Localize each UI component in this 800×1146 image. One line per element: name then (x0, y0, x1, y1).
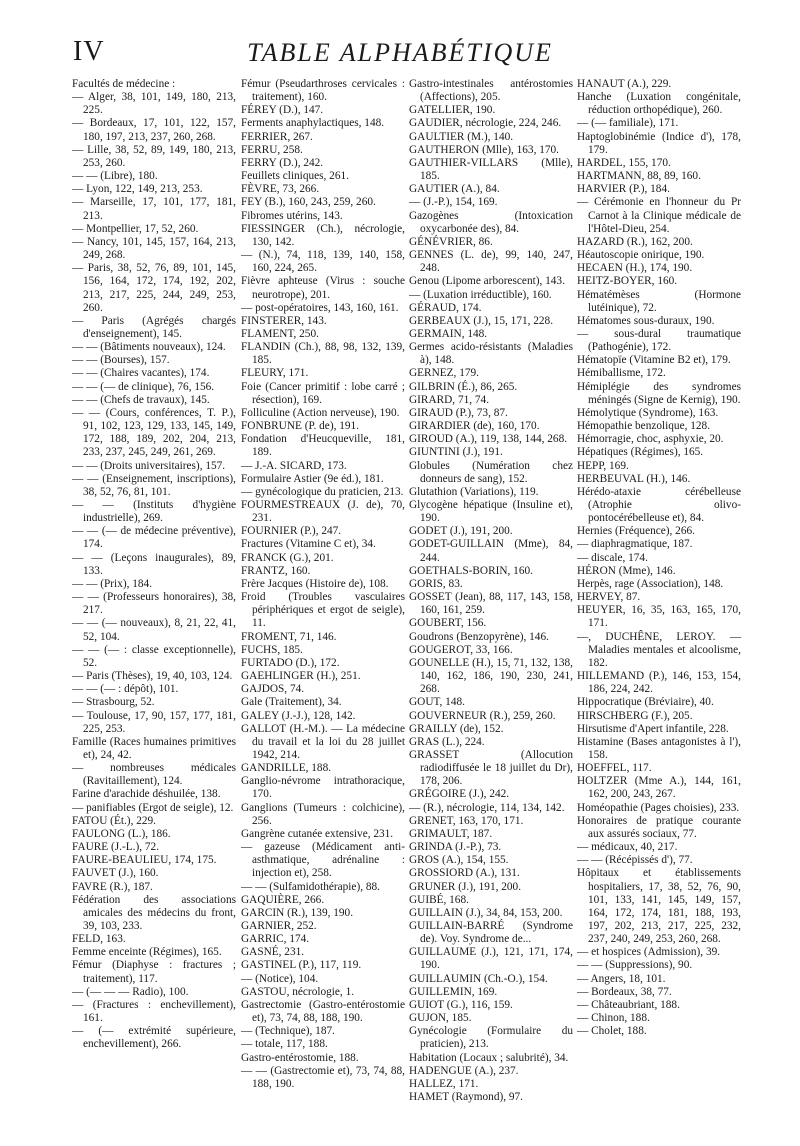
index-entry: Ganglions (Tumeurs : colchicine), 256. (241, 801, 405, 827)
index-entry: FOURNIER (P.), 247. (241, 525, 342, 538)
index-entry: Hépatiques (Régimes), 165. (577, 446, 704, 459)
index-entry: — — (Bourses), 157. (72, 354, 170, 367)
index-entry: Ganglio-névrome intrathoracique, 170. (241, 775, 405, 801)
index-entry: GIRARD, 71, 74. (409, 393, 490, 406)
index-entry: — — (Professeurs honoraires), 38, 217. (72, 591, 236, 617)
index-entry: GUILLAIN-BARRÉ (Syndrome de). Voy. Syndrome de... (409, 920, 573, 946)
index-entry: FERRY (D.), 242. (241, 156, 324, 169)
index-entry: GROSSIORD (A.), 131. (409, 867, 520, 880)
index-entry: — Bordeaux, 38, 77. (577, 985, 672, 998)
index-entry: HÉRON (Mme), 146. (577, 564, 676, 577)
index-entry: Héautoscopie onirique, 190. (577, 249, 705, 262)
index-entry: GUIOT (G.), 116, 159. (409, 998, 513, 1011)
index-entry: — (R.), nécrologie, 114, 134, 142. (409, 801, 565, 814)
index-entry: GARCIN (R.), 139, 190. (241, 906, 354, 919)
index-entry: FAVRE (R.), 187. (72, 880, 153, 893)
index-entry: — — (— nouveaux), 8, 21, 22, 41, 52, 104. (72, 617, 236, 643)
index-entry: Goudrons (Benzopyrène), 146. (409, 630, 549, 643)
index-entry: GOETHALS-BORIN, 160. (409, 564, 533, 577)
index-entry: Facultés de médecine : (72, 78, 176, 90)
index-entry: — discale, 174. (577, 551, 648, 564)
index-entry: — — (Bâtiments nouveaux), 124. (72, 341, 226, 354)
index-entry: FIESSINGER (Ch.), nécrologie, 130, 142. (241, 222, 405, 248)
index-entry: Hématémèses (Hormone lutéinique), 72. (577, 288, 741, 314)
index-column-4 (577, 78, 741, 1038)
index-entry: HERBEUVAL (H.), 146. (577, 472, 691, 485)
index-entry: FÈVRE, 73, 266. (241, 183, 320, 196)
index-entry: Glutathion (Variations), 119. (409, 485, 539, 498)
index-entry: — — (Prix), 184. (72, 577, 153, 590)
index-entry: GUILLAUME (J.), 121, 171, 174, 190. (409, 946, 573, 972)
index-entry: Germes acido-résistants (Maladies à), 148. (409, 341, 573, 367)
index-entry: Herpès, rage (Association), 148. (577, 577, 724, 590)
index-entry: GOUT, 148. (409, 696, 465, 709)
index-entry: Glycogène hépatique (Insuline et), 190. (409, 499, 573, 525)
index-entry: — — (Chefs de travaux), 145. (72, 393, 210, 406)
index-entry: — Cholet, 188. (577, 1025, 647, 1038)
index-entry: Gastro-entérostomie, 188. (241, 1051, 359, 1064)
index-entry: — (— familiale), 171. (577, 117, 679, 130)
index-entry: GIRAUD (P.), 73, 87. (409, 406, 508, 419)
index-entry: Frère Jacques (Histoire de), 108. (241, 577, 389, 590)
page-header (0, 30, 800, 70)
index-entry: — Alger, 38, 101, 149, 180, 213, 225. (72, 91, 236, 117)
index-entry: — (— extrémité supérieure, enchevillement), 266. (72, 1025, 236, 1051)
index-entry: — Bordeaux, 17, 101, 122, 157, 180, 197, 213, 237, 260, 268. (72, 117, 236, 143)
index-entry: Gale (Traitement), 34. (241, 696, 342, 709)
index-entry: Hérédo-ataxie cérébelleuse (Atrophie olivo-pontocérébelleuse et), 84. (577, 485, 741, 525)
index-entry: HAZARD (R.), 162, 200. (577, 235, 693, 248)
index-entry: — Montpellier, 17, 52, 260. (72, 222, 199, 235)
index-entry: GARRIC, 174. (241, 933, 310, 946)
index-entry: GUILLEMIN, 169. (409, 985, 498, 998)
index-entry: HEUYER, 16, 35, 163, 165, 170, 171. (577, 604, 741, 630)
index-entry: — — (Leçons inaugurales), 89, 133. (72, 551, 236, 577)
index-entry: — Marseille, 17, 101, 177, 181, 213. (72, 196, 236, 222)
index-entry: —, DUCHÊNE, LEROY. — Maladies mentales et alcoolisme, 182. (577, 630, 741, 669)
index-entry: Hernies (Fréquence), 266. (577, 525, 695, 538)
index-entry: GRUNER (J.), 191, 200. (409, 880, 522, 893)
index-entry: — panifiables (Ergot de seigle), 12. (72, 801, 234, 814)
index-entry: Gastro-intestinales antérostomies (Affections), 205. (409, 78, 573, 104)
index-entry: — gazeuse (Médicament anti-asthmatique, adrénaline : injection et), 258. (241, 841, 405, 880)
index-entry: — Lyon, 122, 149, 213, 253. (72, 183, 203, 196)
index-entry: — (Technique), 187. (241, 1025, 335, 1038)
index-entry: GUILLAUMIN (Ch.-O.), 154. (409, 972, 548, 985)
index-entry: — sous-dural traumatique (Pathogénie), 172. (577, 327, 741, 354)
index-entry: Gangrène cutanée extensive, 231. (241, 827, 394, 840)
index-entry: GAUTHERON (Mlle), 163, 170. (409, 143, 559, 156)
index-entry: GROS (A.), 154, 155. (409, 854, 509, 867)
index-entry: — Paris (Agrégés chargés d'enseignement), 145. (72, 314, 236, 340)
index-entry: FAURE (J.-L.), 72. (72, 841, 160, 854)
index-entry: Homéopathie (Pages choisies), 233. (577, 801, 740, 814)
index-entry: Fractures (Vitamine C et), 34. (241, 538, 376, 551)
index-entry: GÉNÉVRIER, 86. (409, 235, 493, 248)
page-number: IV (73, 36, 105, 67)
index-entry: Hôpitaux et établissements hospitaliers, 17, 38, 52, 76, 90, 101, 133, 141, 145, 149, 157, 164, 172, 174, 181, 188, 193, 197, 202, 213, 217, 225, 232, 237, 240, 249, 253, 260, 268. (577, 867, 741, 946)
index-entry: GUJON, 185. (409, 1012, 472, 1025)
index-entry: GOUGEROT, 33, 166. (409, 643, 513, 656)
index-entry: Histamine (Bases antagonistes à l'), 158. (577, 735, 741, 761)
index-entry: — — (Gastrectomie et), 73, 74, 88, 188, 190. (241, 1064, 405, 1090)
index-entry: GAEHLINGER (H.), 251. (241, 670, 361, 683)
index-entry: HANAUT (A.), 229. (577, 78, 672, 90)
index-entry: GOSSET (Jean), 88, 117, 143, 158, 160, 161, 259. (409, 591, 573, 617)
index-entry: — — (— : classe exceptionnelle), 52. (72, 643, 236, 669)
index-entry: — — (— : dépôt), 101. (72, 683, 179, 696)
index-entry: FAUVET (J.), 160. (72, 867, 159, 880)
index-entry: FURTADO (D.), 172. (241, 656, 340, 669)
index-entry: GRENET, 163, 170, 171. (409, 814, 524, 827)
index-entry: HEPP, 169. (577, 459, 629, 472)
index-entry: — Paris, 38, 52, 76, 89, 101, 145, 156, 164, 172, 174, 192, 202, 213, 217, 225, 244, 249, 253, 260. (72, 262, 236, 314)
index-entry: Fémur (Diaphyse : fractures ; traitement), 117. (72, 959, 236, 985)
index-entry: — Paris (Thèses), 19, 40, 103, 124. (72, 670, 233, 683)
index-entry: — médicaux, 40, 217. (577, 841, 678, 854)
index-entry: — Cérémonie en l'honneur du Pr Carnot à la Clinique médicale de l'Hôtel-Dieu, 254. (577, 196, 741, 235)
index-entry: HOLTZER (Mme A.), 144, 161, 162, 200, 243, 267. (577, 775, 741, 801)
index-entry: FUCHS, 185. (241, 643, 303, 656)
index-entry: FLANDIN (Ch.), 88, 98, 132, 139, 185. (241, 341, 405, 367)
index-entry: — post-opératoires, 143, 160, 161. (241, 301, 399, 314)
index-entry: — (N.), 74, 118, 139, 140, 158, 160, 224, 265. (241, 249, 405, 275)
index-entry: HOEFFEL, 117. (577, 762, 652, 775)
index-entry: GAUTIER (A.), 84. (409, 183, 500, 196)
index-entry: — — (Droits universitaires), 157. (72, 459, 226, 472)
index-entry: GUILLAIN (J.), 34, 84, 153, 200. (409, 906, 563, 919)
index-entry: FLAMENT, 250. (241, 327, 319, 340)
index-entry: Folliculine (Action nerveuse), 190. (241, 406, 400, 419)
index-entry: HARDEL, 155, 170. (577, 156, 671, 169)
index-column-3 (409, 78, 573, 1104)
index-entry: HAMET (Raymond), 97. (409, 1091, 524, 1104)
index-entry: GODET (J.), 191, 200. (409, 525, 513, 538)
index-entry: Hémorragie, choc, asphyxie, 20. (577, 433, 724, 446)
index-entry: — Châteaubriant, 188. (577, 998, 680, 1011)
index-entry: Globules (Numération chez donneurs de sang), 152. (409, 459, 573, 485)
index-entry: GILBRIN (É.), 86, 265. (409, 380, 518, 393)
index-column-2 (241, 78, 405, 1091)
index-entry: — (Luxation irréductible), 160. (409, 288, 552, 301)
index-entry: Genou (Lipome arborescent), 143. (409, 275, 565, 288)
index-entry: Fièvre aphteuse (Virus : souche neurotrope), 201. (241, 275, 405, 301)
index-entry: FINSTERER, 143. (241, 314, 327, 327)
index-entry: FÉREY (D.), 147. (241, 104, 324, 117)
index-entry: GATELLIER, 190. (409, 104, 496, 117)
index-entry: — — (Suppressions), 90. (577, 959, 693, 972)
index-entry: Feuillets cliniques, 261. (241, 170, 349, 183)
index-entry: GIROUD (A.), 119, 138, 144, 268. (409, 433, 568, 446)
index-entry: — — (Cours, conférences, T. P.), 91, 102, 123, 129, 133, 145, 149, 172, 188, 189, 202, 204, 213, 233, 237, 245, 249, 261, 269. (72, 406, 236, 459)
index-entry: — Strasbourg, 52. (72, 696, 155, 709)
index-entry: GRÉGOIRE (J.), 242. (409, 788, 510, 801)
index-entry: GENNES (L. de), 99, 140, 247, 248. (409, 249, 573, 275)
index-entry: GOUNELLE (H.), 15, 71, 132, 138, 140, 162, 186, 190, 230, 241, 268. (409, 656, 573, 696)
index-entry: — — (Libre), 180. (72, 170, 158, 183)
index-entry: Fibromes utérins, 143. (241, 209, 343, 222)
index-entry: Hémiplégie des syndromes méningés (Signe de Kernig), 190. (577, 380, 741, 406)
index-entry: Hématopïe (Vitamine B2 et), 179. (577, 354, 731, 367)
index-entry: Gynécologie (Formulaire du praticien), 213. (409, 1025, 573, 1051)
index-entry: Famille (Races humaines primitives et), 24, 42. (72, 735, 236, 761)
index-entry: Gazogènes (Intoxication oxycarbonée des), 84. (409, 209, 573, 235)
index-entry: — — (Enseignement, inscriptions), 38, 52, 76, 81, 101. (72, 472, 236, 498)
index-entry: Hirsutisme d'Apert infantile, 228. (577, 722, 729, 735)
index-entry: GALEY (J.-J.), 128, 142. (241, 709, 356, 722)
index-entry: FLEURY, 171. (241, 367, 309, 380)
index-entry: FAULONG (L.), 186. (72, 827, 171, 840)
index-entry: Foie (Cancer primitif : lobe carré ; résection), 169. (241, 380, 405, 406)
index-entry: — nombreuses médicales (Ravitaillement), 124. (72, 762, 236, 788)
index-entry: GRAILLY (de), 152. (409, 722, 504, 735)
index-entry: GALLOT (H.-M.). — La médecine du travail et la loi du 28 juillet 1942, 214. (241, 722, 405, 761)
index-entry: — (Notice), 104. (241, 972, 319, 985)
index-entry: Habitation (Locaux ; salubrité), 34. (409, 1051, 569, 1064)
index-entry: — — (Récépissés d'), 77. (577, 854, 693, 867)
index-entry: GAULTIER (M.), 140. (409, 130, 514, 143)
index-entry: FELD, 163. (72, 933, 126, 946)
index-entry: — totale, 117, 188. (241, 1038, 328, 1051)
index-entry: HALLEZ, 171. (409, 1077, 479, 1090)
index-entry: GERMAIN, 148. (409, 327, 488, 340)
index-entry: — — (Instituts d'hygiène industrielle), 269. (72, 499, 236, 525)
index-entry: GARNIER, 252. (241, 920, 317, 932)
index-entry: GUIBÉ, 168. (409, 893, 469, 906)
index-entry: Honoraires de pratique courante aux assurés sociaux, 77. (577, 814, 741, 840)
index-entry: GORIS, 83. (409, 577, 463, 590)
index-entry: — Chinon, 188. (577, 1012, 650, 1025)
index-entry: Hanche (Luxation congénitale, réduction orthopédique), 260. (577, 91, 741, 117)
index-entry: Fédération des associations amicales des médecins du front, 39, 103, 233. (72, 893, 236, 932)
index-entry: — et hospices (Admission), 39. (577, 946, 721, 959)
index-entry: GAUDIER, nécrologie, 224, 246. (409, 117, 562, 130)
index-column-1 (72, 78, 236, 1052)
index-entry: Formulaire Astier (9e éd.), 181. (241, 472, 384, 485)
index-entry: GAUTHIER-VILLARS (Mlle), 185. (409, 156, 573, 183)
page-title: TABLE ALPHABÉTIQUE (247, 38, 553, 67)
index-entry: HILLEMAND (P.), 146, 153, 154, 186, 224, 242. (577, 670, 741, 696)
index-entry: Farine d'arachide déshuilée, 138. (72, 788, 221, 801)
index-entry: Ferments anaphylactiques, 148. (241, 117, 385, 130)
index-entry: HARTMANN, 88, 89, 160. (577, 170, 701, 183)
index-entry: Hémolytique (Syndrome), 163. (577, 406, 719, 419)
index-entry: FERRU, 258. (241, 143, 303, 156)
index-entry: FERRIER, 267. (241, 130, 313, 143)
index-entry: — Angers, 18, 101. (577, 972, 666, 985)
index-entry: GÉRAUD, 174. (409, 301, 482, 314)
index-entry: GRINDA (J.-P.), 73. (409, 841, 502, 854)
index-entry: FAURE-BEAULIEU, 174, 175. (72, 854, 217, 867)
index-entry: FONBRUNE (P. de), 191. (241, 420, 359, 433)
index-entry: GODET-GUILLAIN (Mme), 84, 244. (409, 538, 573, 564)
index-entry: HEITZ-BOYER, 160. (577, 275, 678, 288)
index-entry: FRANCK (G.), 201. (241, 551, 334, 564)
index-entry: Hémiballisme, 172. (577, 367, 666, 380)
index-entry: GASTINEL (P.), 117, 119. (241, 959, 362, 972)
index-entry: Haptoglobinémie (Indice d'), 178, 179. (577, 130, 741, 156)
index-entry: FATOU (Ét.), 229. (72, 814, 156, 827)
index-entry: GERBEAUX (J.), 15, 171, 228. (409, 314, 554, 327)
index-entry: — diaphragmatique, 187. (577, 538, 693, 551)
index-entry: — — (— de médecine préventive), 174. (72, 525, 236, 551)
index-entry: HERVEY, 87. (577, 591, 641, 604)
index-entry: — Nancy, 101, 145, 157, 164, 213, 249, 268. (72, 235, 236, 262)
index-entry: — (Fractures : enchevillement), 161. (72, 998, 236, 1025)
index-entry: — (J.-P.), 154, 169. (409, 196, 498, 209)
index-entry: HADENGUE (A.), 237. (409, 1064, 519, 1077)
index-entry: GERNEZ, 179. (409, 367, 479, 380)
index-entry: — Toulouse, 17, 90, 157, 177, 181, 225, 253. (72, 709, 236, 735)
index-entry: FOURMESTREAUX (J. de), 70, 231. (241, 499, 405, 525)
index-entry: GIRARDIER (de), 160, 170. (409, 420, 540, 433)
index-entry: GOUBERT, 156. (409, 617, 487, 630)
index-entry: GAQUIÈRE, 266. (241, 893, 325, 906)
index-entry: — — (— de clinique), 76, 156. (72, 380, 215, 393)
index-entry: — (— — — Radio), 100. (72, 985, 189, 998)
index-entry: FROMENT, 71, 146. (241, 630, 337, 643)
index-entry: — — (Chaires vacantes), 174. (72, 367, 210, 380)
index-entry: GANDRILLE, 188. (241, 762, 332, 775)
index-entry: Fondation d'Heucqueville, 181, 189. (241, 433, 405, 459)
index-entry: GRIMAULT, 187. (409, 827, 493, 840)
index-entry: Femme enceinte (Régimes), 165. (72, 946, 222, 959)
index-entry: GIUNTINI (J.), 191. (409, 446, 503, 459)
index-entry: Gastrectomie (Gastro-entérostomie et), 73, 74, 88, 188, 190. (241, 998, 405, 1025)
index-entry: GASTOU, nécrologie, 1. (241, 985, 355, 998)
index-columns (72, 78, 772, 1136)
index-entry: Hématomes sous-duraux, 190. (577, 314, 715, 327)
index-entry: GASNÉ, 231. (241, 946, 305, 959)
index-entry: Hémopathie benzolique, 128. (577, 420, 711, 433)
index-entry: GRAS (L.), 224. (409, 735, 485, 748)
index-entry: HIRSCHBERG (F.), 205. (577, 709, 693, 722)
index-entry: GOUVERNEUR (R.), 259, 260. (409, 709, 556, 722)
index-entry: HARVIER (P.), 184. (577, 183, 670, 196)
index-entry: Froid (Troubles vasculaires périphériques et ergot de seigle), 11. (241, 591, 405, 630)
index-entry: GAJDOS, 74. (241, 683, 305, 696)
index-entry: Hippocratique (Bréviaire), 40. (577, 696, 714, 709)
index-entry: HECAEN (H.), 174, 190. (577, 262, 693, 275)
index-entry: — J.-A. SICARD, 173. (241, 459, 347, 472)
index-entry: Fémur (Pseudarthroses cervicales : traitement), 160. (241, 78, 405, 104)
index-entry: — gynécologique du praticien, 213. (241, 485, 404, 498)
index-entry: GRASSET (Allocution radiodiffusée le 18 juillet du Dr), 178, 206. (409, 748, 573, 788)
index-entry: — — (Sulfamidothérapie), 88. (241, 880, 380, 893)
index-entry: FRANTZ, 160. (241, 564, 311, 577)
index-entry: FEY (B.), 160, 243, 259, 260. (241, 196, 376, 209)
index-entry: — Lille, 38, 52, 89, 149, 180, 213, 253, 260. (72, 143, 236, 169)
